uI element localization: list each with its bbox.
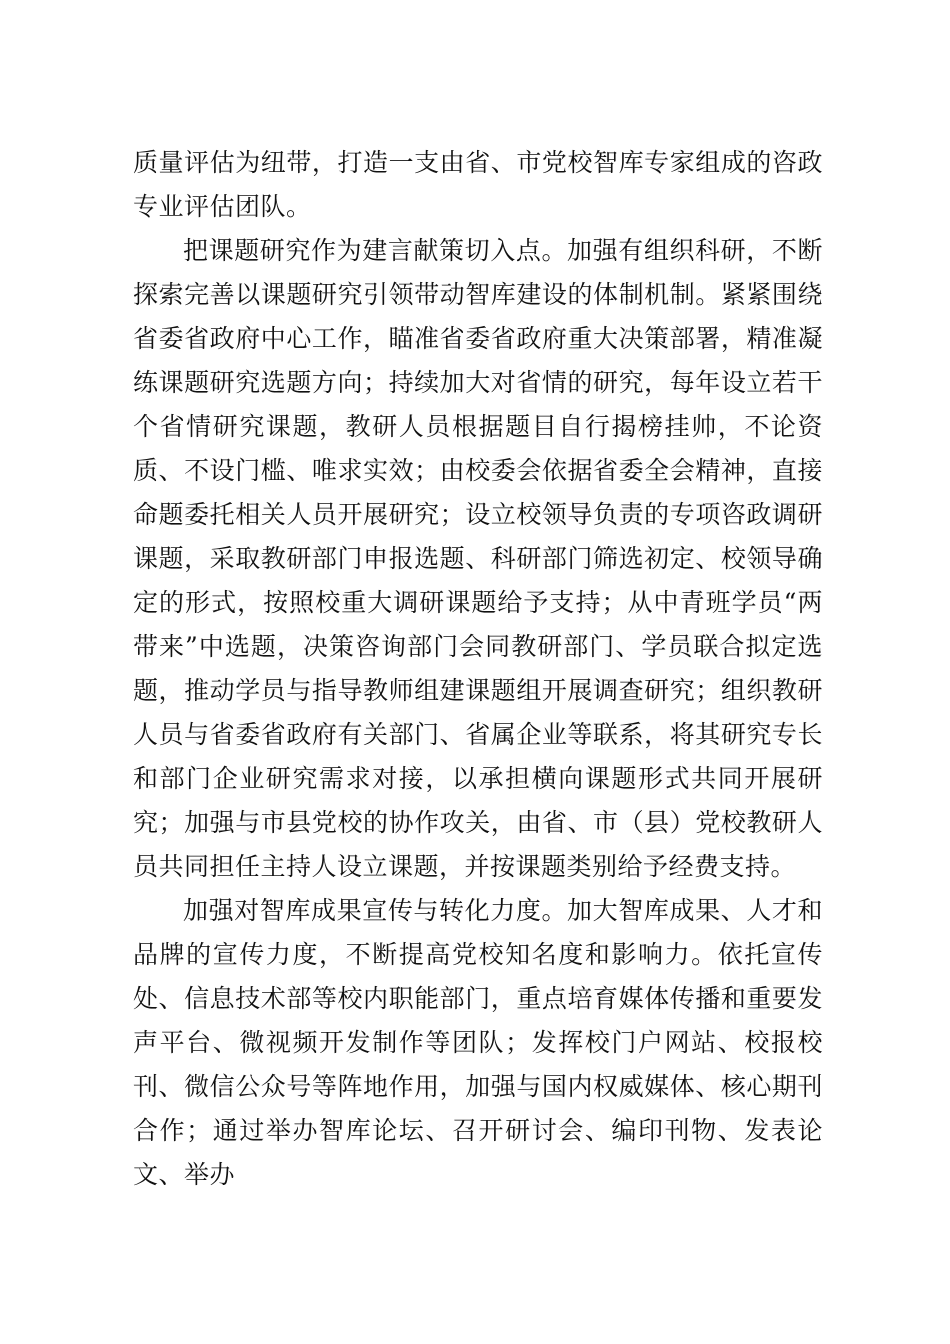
paragraph-research-topics: 把课题研究作为建言献策切入点。加强有组织科研，不断探索完善以课题研究引领带动智库建设的体制机制。紧紧围绕省委省政府中心工作，瞄准省委省政府重大决策部署，精准凝练课题研究选题方向；持续加大对省情的研究，每年设立若干个省情研究课题，教研人员根据题目自行揭榜挂帅，不论资质、不设门槛、唯求实效；由校委会依据省委全会精神，直接命题委托相关人员开展研究；设立校领导负责的专项咨政调研课题，采取教研部门申报选题、科研部门筛选初定、校领导确定的形式，按照校重大调研课题给予支持；从中青班学员“两带来”中选题，决策咨询部门会同教研部门、学员联合拟定选题，推动学员与指导教师组建课题组开展调查研究；组织教研人员与省委省政府有关部门、省属企业等联系，将其研究专长和部门企业研究需求对接，以承担横向课题形式共同开展研究；加强与市县党校的协作攻关，由省、市（县）党校教研人员共同担任主持人设立课题，并按课题类别给予经费支持。 (133, 236, 823, 881)
paragraph-publicity-transformation: 加强对智库成果宣传与转化力度。加大智库成果、人才和品牌的宣传力度，不断提高党校知名度和影响力。依托宣传处、信息技术部等校内职能部门，重点培育媒体传播和重要发声平台、微视频开发制作等团队；发挥校门户网站、校报校刊、微信公众号等阵地作用，加强与国内权威媒体、核心期刊合作；通过举办智库论坛、召开研讨会、编印刊物、发表论文、举办 (133, 896, 823, 1189)
document-body (133, 141, 823, 1197)
paragraph-evaluation-team: 质量评估为纽带，打造一支由省、市党校智库专家组成的咨政专业评估团队。 (133, 148, 823, 221)
